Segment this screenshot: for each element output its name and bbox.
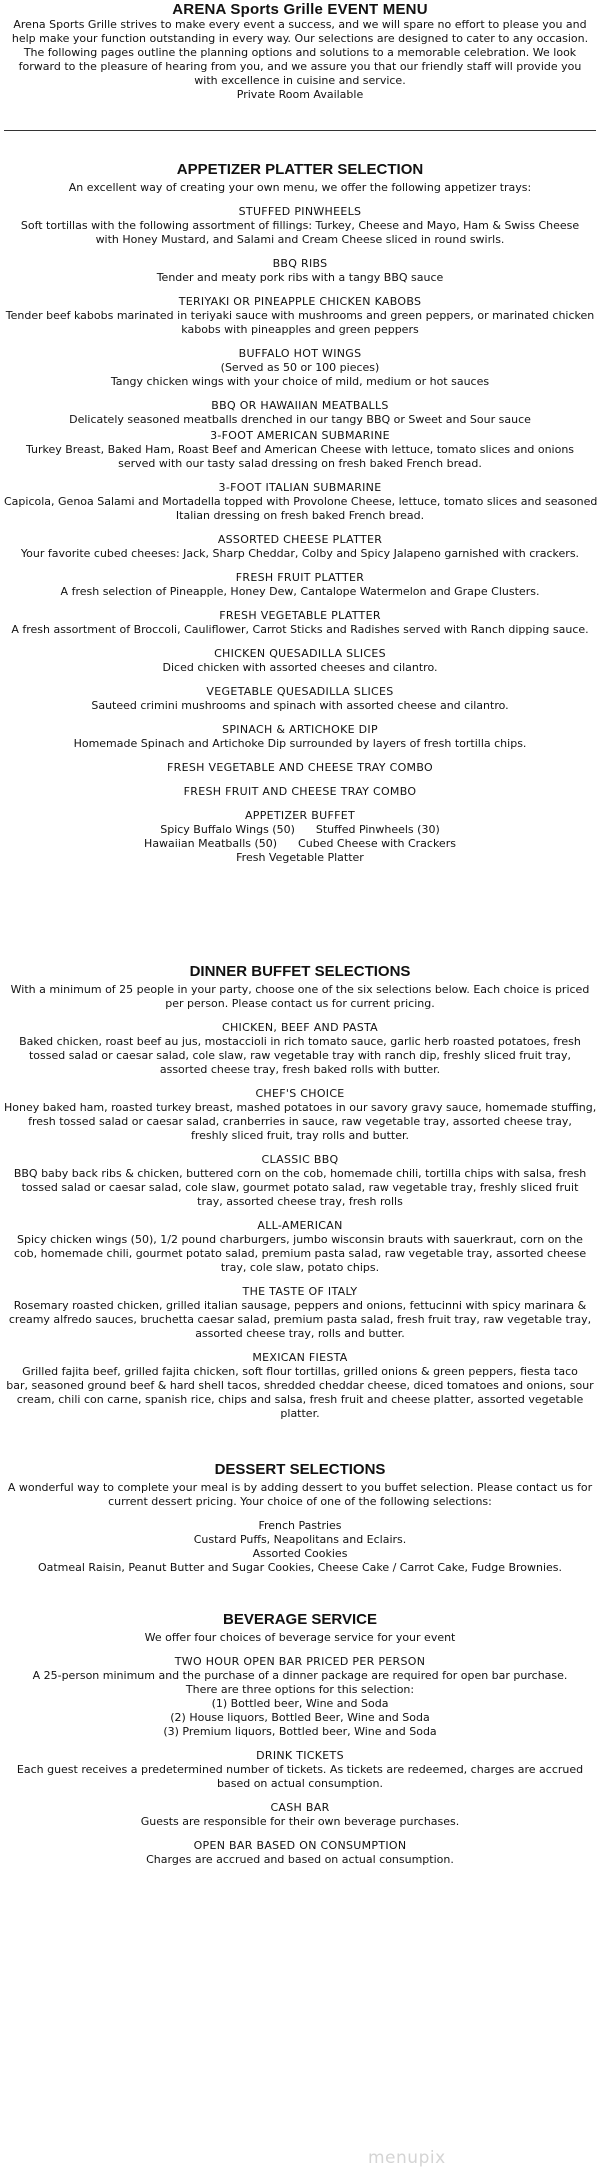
beverage-title: BEVERAGE SERVICE <box>223 1611 377 1628</box>
dessert-line: Custard Puffs, Neapolitans and Eclairs. <box>193 1533 407 1546</box>
dessert-title: DESSERT SELECTIONS <box>214 1461 386 1478</box>
menu-item-title: CHICKEN, BEEF AND PASTA <box>222 1021 378 1034</box>
menu-item-description: Delicately seasoned meatballs drenched in our tangy BBQ or Sweet and Sour sauce <box>69 413 531 426</box>
menu-item <box>0 429 600 471</box>
private-room-note: Private Room Available <box>236 88 364 101</box>
menu-item-description: tossed salad or caesar salad, cole slaw, gourmet potato salad, raw vegetable tray, freshly sliced fruit <box>21 1181 579 1194</box>
dinner-title: DINNER BUFFET SELECTIONS <box>189 963 411 980</box>
menu-item <box>0 1839 600 1867</box>
menu-item-title: OPEN BAR BASED ON CONSUMPTION <box>193 1839 407 1852</box>
menu-item-title: SPINACH & ARTICHOKE DIP <box>222 723 378 736</box>
menu-item <box>0 257 600 285</box>
intro-text <box>6 18 594 102</box>
menu-item <box>0 647 600 675</box>
menu-item-title: FRESH VEGETABLE AND CHEESE TRAY COMBO <box>167 761 433 774</box>
appetizer-items <box>0 205 600 865</box>
menu-item-description: (Served as 50 or 100 pieces) <box>220 361 380 374</box>
menu-item-title: TERIYAKI OR PINEAPPLE CHICKEN KABOBS <box>178 295 422 308</box>
menu-item-description: cream, chili con carne, spanish rice, chips and salsa, fresh fruit and cheese platter, assorted vegetable <box>16 1393 584 1406</box>
menu-item-title: CHICKEN QUESADILLA SLICES <box>214 647 386 660</box>
menu-item <box>0 1087 600 1143</box>
menu-item-description: assorted cheese tray, rolls and butter. <box>195 1327 405 1340</box>
menu-item-description: Spicy Buffalo Wings (50) Stuffed Pinwheels (30) <box>160 823 440 836</box>
menu-item-description: tossed salad or caesar salad, cole slaw, raw vegetable tray with ranch dip, freshly sliced fruit tray, <box>28 1049 572 1062</box>
menu-item <box>0 481 600 523</box>
menu-item-description: freshly sliced fruit, tray rolls and butter. <box>190 1129 410 1142</box>
intro-line: with excellence in cuisine and service. <box>194 74 406 87</box>
menu-item-title: FRESH FRUIT PLATTER <box>235 571 365 584</box>
dessert-line: French Pastries <box>258 1519 342 1532</box>
menu-item-description: A fresh assortment of Broccoli, Cauliflower, Carrot Sticks and Radishes served with Ranch dipping sauce. <box>11 623 589 636</box>
menu-item-description: Tender and meaty pork ribs with a tangy BBQ sauce <box>156 271 444 284</box>
dessert-list <box>0 1519 600 1575</box>
menu-item-description: Turkey Breast, Baked Ham, Roast Beef and American Cheese with lettuce, tomato slices and onions <box>25 443 575 456</box>
menu-item-description: (1) Bottled beer, Wine and Soda <box>211 1697 389 1710</box>
menu-item-description: Guests are responsible for their own beverage purchases. <box>140 1815 460 1828</box>
menu-title: ARENA Sports Grille EVENT MENU <box>172 1 428 18</box>
menu-item-description: BBQ baby back ribs & chicken, buttered corn on the cob, homemade chili, tortilla chips with salsa, fresh <box>13 1167 587 1180</box>
menu-item-title: 3-FOOT AMERICAN SUBMARINE <box>210 429 390 442</box>
menu-item <box>0 295 600 337</box>
dinner-items <box>0 1021 600 1421</box>
intro-line: The following pages outline the planning options and solutions to a memorable celebration. We look <box>23 46 577 59</box>
menu-item <box>0 1021 600 1077</box>
dessert-section <box>0 1461 600 1575</box>
menu-item <box>0 785 600 799</box>
menu-item <box>0 399 600 427</box>
menu-item-title: CLASSIC BBQ <box>261 1153 339 1166</box>
menu-item-title: ALL-AMERICAN <box>257 1219 343 1232</box>
menu-item-description: Tender beef kabobs marinated in teriyaki sauce with mushrooms and green peppers, or marinated chicken <box>5 309 595 322</box>
menu-item-description: Honey baked ham, roasted turkey breast, mashed potatoes in our savory gravy sauce, homemade stuffing, <box>4 1101 597 1114</box>
appetizer-intro: An excellent way of creating your own menu, we offer the following appetizer trays: <box>68 181 532 194</box>
menu-item-description: fresh tossed salad or caesar salad, cranberries in sauce, raw vegetable tray, assorted cheese tray, <box>28 1115 572 1128</box>
menu-item <box>0 1153 600 1209</box>
menu-item-description: (2) House liquors, Bottled Beer, Wine and Soda <box>170 1711 430 1724</box>
appetizer-title: APPETIZER PLATTER SELECTION <box>176 161 424 178</box>
dinner-intro-line: With a minimum of 25 people in your party, choose one of the six selections below. Each choice is priced <box>10 983 590 996</box>
menu-item <box>0 1285 600 1341</box>
menu-item-description: cob, homemade chili, gourmet potato salad, premium pasta salad, raw vegetable tray, assorted cheese <box>13 1247 587 1260</box>
menu-item-description: Soft tortillas with the following assortment of fillings: Turkey, Cheese and Mayo, Ham & Swiss Cheese <box>20 219 580 232</box>
menu-item-title: 3-FOOT ITALIAN SUBMARINE <box>218 481 382 494</box>
menu-item-description: There are three options for this selection: <box>185 1683 415 1696</box>
intro-line: forward to the pleasure of hearing from you, and we assure you that our friendly staff will provide you <box>18 60 582 73</box>
menu-item-description: Fresh Vegetable Platter <box>236 851 364 864</box>
menu-item-description: bar, seasoned ground beef & hard shell tacos, shredded cheddar cheese, diced tomatoes and onions, sour <box>6 1379 594 1392</box>
menu-item-title: BBQ RIBS <box>272 257 328 270</box>
dinner-intro-line: per person. Please contact us for current pricing. <box>165 997 435 1010</box>
menu-item-description: Rosemary roasted chicken, grilled italian sausage, peppers and onions, fettucinni with spicy marinara & <box>13 1299 587 1312</box>
menu-item-title: BUFFALO HOT WINGS <box>238 347 362 360</box>
menu-item-description: Sauteed crimini mushrooms and spinach with assorted cheese and cilantro. <box>91 699 509 712</box>
menu-item-title: THE TASTE OF ITALY <box>242 1285 358 1298</box>
menu-item-description: with Honey Mustard, and Salami and Cream Cheese sliced in round swirls. <box>95 233 505 246</box>
menu-item <box>0 685 600 713</box>
dessert-intro <box>4 1481 596 1509</box>
menu-item <box>0 1351 600 1421</box>
menu-item-description: assorted cheese tray, fresh baked rolls with butter. <box>159 1063 441 1076</box>
menu-item-title: DRINK TICKETS <box>256 1749 344 1762</box>
menu-item-description: Spicy chicken wings (50), 1/2 pound charburgers, jumbo wisconsin brauts with sauerkraut, corn on the <box>17 1233 583 1246</box>
dinner-section <box>0 963 600 1421</box>
section-divider <box>4 130 596 131</box>
dessert-intro-line: A wonderful way to complete your meal is by adding dessert to you buffet selection. Please contact us for <box>7 1481 593 1494</box>
intro-line: help make your function outstanding in every way. Our selections are designed to cater to any occasion. <box>11 32 589 45</box>
menu-item-description: Hawaiian Meatballs (50) Cubed Cheese with Crackers <box>144 837 456 850</box>
menu-item <box>0 347 600 389</box>
menu-item-description: Homemade Spinach and Artichoke Dip surrounded by layers of fresh tortilla chips. <box>73 737 527 750</box>
menu-item <box>0 533 600 561</box>
menu-item-title: TWO HOUR OPEN BAR PRICED PER PERSON <box>174 1655 426 1668</box>
beverage-section <box>0 1611 600 1867</box>
menu-item-title: VEGETABLE QUESADILLA SLICES <box>206 685 394 698</box>
beverage-intro: We offer four choices of beverage service for your event <box>144 1631 456 1644</box>
menupix-watermark: menupix <box>368 2148 446 2168</box>
menu-item-description: A 25-person minimum and the purchase of a dinner package are required for open bar purchase. <box>32 1669 568 1682</box>
menu-item-title: FRESH VEGETABLE PLATTER <box>219 609 381 622</box>
menu-item-description: Tangy chicken wings with your choice of mild, medium or hot sauces <box>110 375 490 388</box>
appetizer-section <box>0 161 600 865</box>
dessert-intro-line: current dessert pricing. Your choice of one of the following selections: <box>108 1495 492 1508</box>
menu-item-description: Grilled fajita beef, grilled fajita chicken, soft flour tortillas, grilled onions & green peppers, fiesta taco <box>22 1365 578 1378</box>
menu-item-title: APPETIZER BUFFET <box>244 809 356 822</box>
menu-item-description: kabobs with pineapples and green peppers <box>181 323 419 336</box>
menu-item <box>0 809 600 865</box>
menu-item-description: Charges are accrued and based on actual consumption. <box>146 1853 454 1866</box>
menu-item-description: creamy alfredo sauces, bruchetta caesar salad, premium pasta salad, fresh fruit tray, raw vegetable tray, <box>8 1313 592 1326</box>
menu-item-description: Italian dressing on fresh baked French bread. <box>175 509 425 522</box>
menu-item-title: ASSORTED CHEESE PLATTER <box>217 533 383 546</box>
dessert-line: Oatmeal Raisin, Peanut Butter and Sugar Cookies, Cheese Cake / Carrot Cake, Fudge Brownies. <box>37 1561 563 1574</box>
menu-item <box>0 761 600 775</box>
menu-item-description: Diced chicken with assorted cheeses and cilantro. <box>162 661 438 674</box>
menu-item-title: CHEF'S CHOICE <box>255 1087 345 1100</box>
menu-item-description: tray, assorted cheese tray, fresh rolls <box>197 1195 403 1208</box>
beverage-items <box>0 1655 600 1867</box>
menu-item-title: BBQ OR HAWAIIAN MEATBALLS <box>211 399 389 412</box>
menu-item-title: MEXICAN FIESTA <box>252 1351 348 1364</box>
menu-item-title: CASH BAR <box>270 1801 330 1814</box>
intro-line: Arena Sports Grille strives to make every event a success, and we will spare no effort to please you and <box>13 18 587 31</box>
menu-item <box>0 1749 600 1791</box>
menu-item <box>0 1219 600 1275</box>
menu-item-description: served with our tasty salad dressing on fresh baked French bread. <box>118 457 482 470</box>
menu-item <box>0 609 600 637</box>
menu-item-description: (3) Premium liquors, Bottled beer, Wine and Soda <box>163 1725 437 1738</box>
menu-item <box>0 723 600 751</box>
menu-item-description: based on actual consumption. <box>217 1777 383 1790</box>
menu-item <box>0 1801 600 1829</box>
menu-item-description: Each guest receives a predetermined number of tickets. As tickets are redeemed, charges are accrued <box>16 1763 584 1776</box>
menu-item <box>0 1655 600 1739</box>
menu-item-description: platter. <box>280 1407 320 1420</box>
menu-item-description: Your favorite cubed cheeses: Jack, Sharp Cheddar, Colby and Spicy Jalapeno garnished with crackers. <box>20 547 580 560</box>
menu-item-description: Baked chicken, roast beef au jus, mostaccioli in rich tomato sauce, garlic herb roasted potatoes, fresh <box>19 1035 581 1048</box>
menu-item-title: FRESH FRUIT AND CHEESE TRAY COMBO <box>183 785 417 798</box>
menu-item-title: STUFFED PINWHEELS <box>238 205 362 218</box>
dinner-intro <box>4 983 596 1011</box>
menu-item-description: A fresh selection of Pineapple, Honey Dew, Cantalope Watermelon and Grape Clusters. <box>60 585 540 598</box>
menu-item <box>0 571 600 599</box>
menu-item <box>0 205 600 247</box>
menu-item-description: tray, cole slaw, potato chips. <box>220 1261 380 1274</box>
dessert-line: Assorted Cookies <box>252 1547 348 1560</box>
menu-item-description: Capicola, Genoa Salami and Mortadella topped with Provolone Cheese, lettuce, tomato slices and seasoned <box>4 495 598 508</box>
